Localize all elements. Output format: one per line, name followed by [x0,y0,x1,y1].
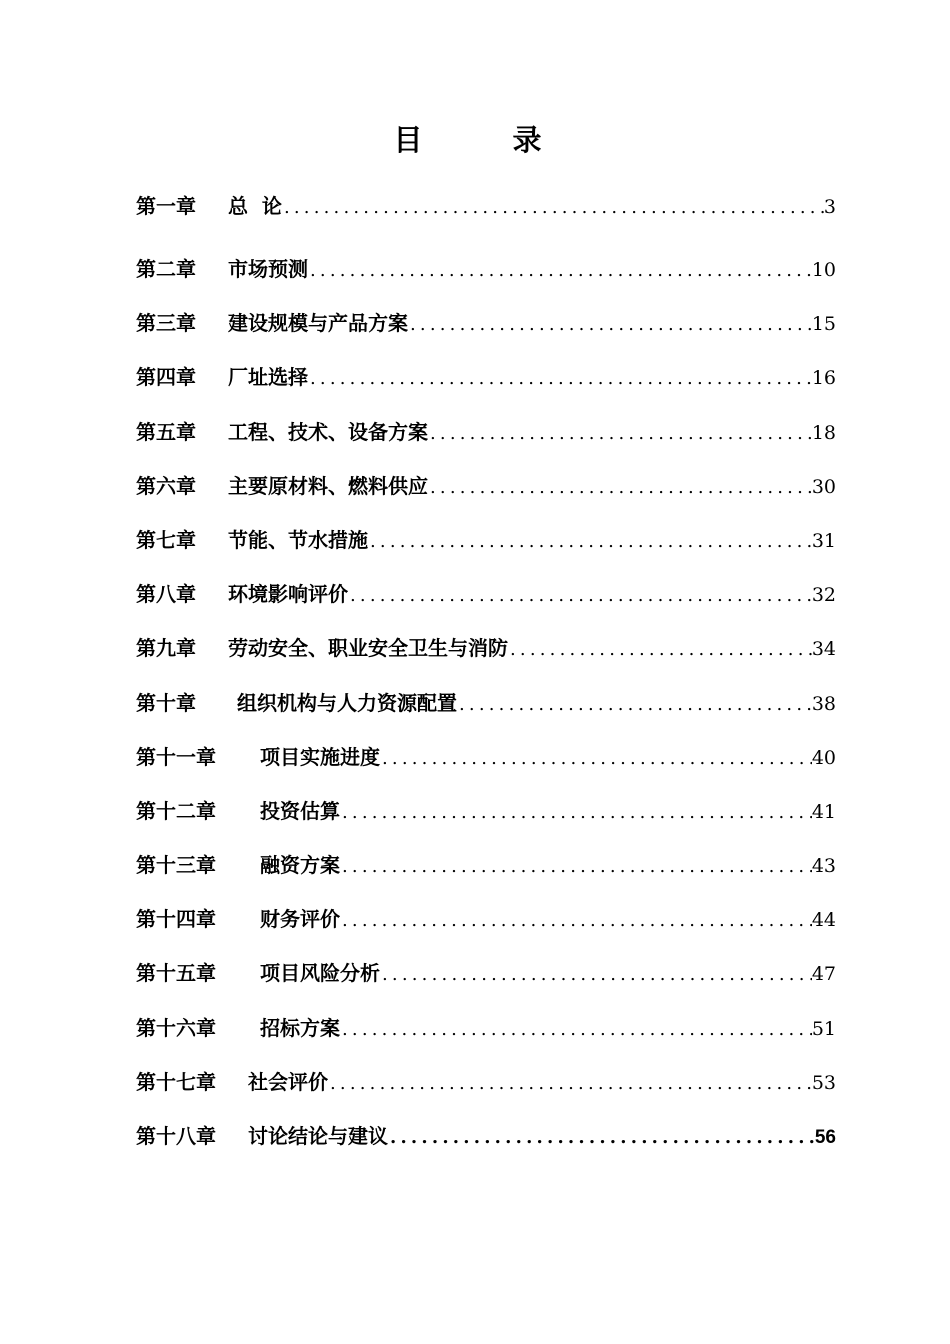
dot-leader [328,1066,812,1102]
chapter-number: 第十八章 [136,1124,216,1148]
dot-leader [308,361,812,397]
chapter-number: 第十五章 [136,961,216,986]
chapter-title: 节能、节水措施 [228,527,368,552]
page-number: 53 [811,1071,836,1094]
page-number: 31 [811,529,836,552]
page-number: 32 [811,584,836,607]
toc-entry-14[interactable] [136,901,836,955]
toc-entry-6[interactable] [136,468,836,522]
chapter-number: 第十二章 [136,798,216,823]
page-number: 47 [811,963,836,986]
dot-leader [457,687,812,723]
page-number: 16 [811,367,836,390]
chapter-number: 第十一章 [136,744,216,769]
page-number: 18 [811,421,836,444]
dot-leader [308,253,812,289]
dot-leader [380,741,812,777]
chapter-title: 项目实施进度 [260,744,380,769]
chapter-number: 第四章 [136,365,196,390]
chapter-title: 组织机构与人力资源配置 [237,690,457,715]
toc-entry-12[interactable] [136,793,836,847]
dot-leader [340,795,812,831]
chapter-title: 市场预测 [228,257,308,281]
toc-entry-8[interactable] [136,576,836,630]
page-number: 3 [823,196,836,218]
chapter-title: 厂址选择 [228,365,308,390]
page-number: 34 [811,638,836,661]
toc-entry-9[interactable] [136,630,836,684]
toc-entry-2[interactable] [136,251,836,305]
dot-leader [428,416,812,452]
chapter-number: 第十七章 [136,1069,216,1094]
dot-leader [388,1120,815,1156]
dot-leader [340,1012,812,1048]
page-number: 41 [811,800,836,823]
chapter-title: 劳动安全、职业安全卫生与消防 [228,636,508,661]
dot-leader [340,903,812,939]
chapter-title: 讨论结论与建议 [248,1124,388,1148]
toc-entry-1[interactable] [136,188,836,251]
toc-entry-5[interactable] [136,414,836,468]
chapter-title: 环境影响评价 [228,582,348,607]
chapter-title: 财务评价 [260,907,340,932]
dot-leader [508,632,812,668]
toc-title: 目 录 [393,123,582,157]
chapter-title: 社会评价 [248,1069,328,1094]
chapter-number: 第七章 [136,527,196,552]
toc-entry-15[interactable] [136,955,836,1009]
toc-list [136,188,836,1172]
chapter-number: 第六章 [136,473,196,498]
toc-entry-10[interactable] [136,685,836,739]
toc-entry-18[interactable] [136,1118,836,1172]
chapter-number: 第五章 [136,419,196,444]
dot-leader [368,524,812,560]
chapter-title: 工程、技术、设备方案 [228,419,428,444]
chapter-number: 第十三章 [136,853,216,878]
chapter-number: 第一章 [136,194,196,218]
chapter-title: 建设规模与产品方案 [228,311,408,336]
chapter-number: 第八章 [136,582,196,607]
toc-entry-4[interactable] [136,359,836,413]
page-number: 10 [811,259,836,281]
toc-entry-7[interactable] [136,522,836,576]
toc-entry-3[interactable] [136,305,836,359]
chapter-number: 第十章 [136,690,196,715]
dot-leader [408,307,812,343]
chapter-number: 第十四章 [136,907,216,932]
page-number: 40 [811,746,836,769]
chapter-title: 主要原材料、燃料供应 [228,473,428,498]
page-number: 30 [811,475,836,498]
chapter-title: 项目风险分析 [260,961,380,986]
toc-entry-16[interactable] [136,1010,836,1064]
toc-entry-11[interactable] [136,739,836,793]
page-number: 43 [811,855,836,878]
chapter-title: 融资方案 [260,853,340,878]
chapter-number: 第二章 [136,257,196,281]
toc-entry-13[interactable] [136,847,836,901]
toc-entry-17[interactable] [136,1064,836,1118]
page-number: 51 [811,1017,836,1040]
page-number: 15 [811,313,836,336]
chapter-title: 招标方案 [260,1015,340,1040]
chapter-number: 第三章 [136,311,196,336]
dot-leader [282,190,824,226]
dot-leader [428,470,812,506]
page-number: 44 [811,909,836,932]
dot-leader [380,957,812,993]
dot-leader [340,849,812,885]
page-number: 56 [814,1127,836,1148]
chapter-number: 第十六章 [136,1015,216,1040]
chapter-title: 投资估算 [260,798,340,823]
chapter-number: 第九章 [136,636,196,661]
chapter-title: 总 论 [228,194,282,218]
page-number: 38 [811,692,836,715]
dot-leader [348,578,812,614]
